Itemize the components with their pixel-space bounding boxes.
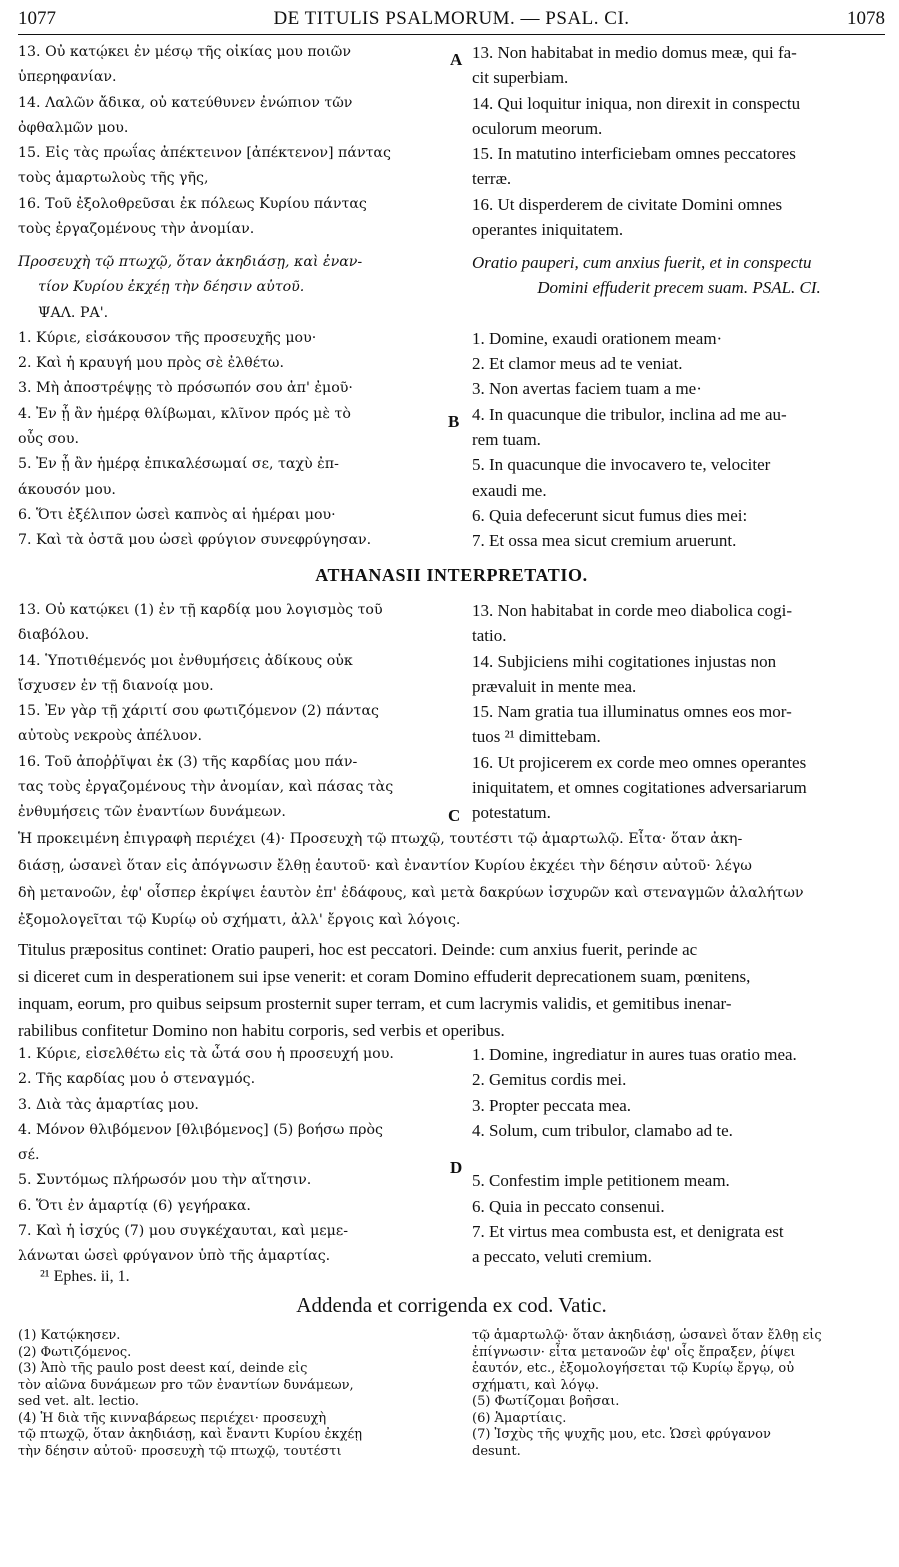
text-line: 4. Ἐν ᾗ ἂν ἡμέρᾳ θλίβωμαι, κλῖνον πρός μὲ τὸ <box>18 405 351 422</box>
note-line: σχήματι, καὶ λόγῳ. <box>472 1377 600 1393</box>
text-line: 2. Gemitus cordis mei. <box>472 1070 627 1090</box>
text-line: 13. Non habitabat in corde meo diabolica cogi- <box>472 601 793 620</box>
greek-column <box>18 598 463 826</box>
addenda-right-column <box>472 1328 886 1460</box>
text-line: 1. Κύριε, εἰσελθέτω εἰς τὰ ὦτά σου ἡ προσευχή μου. <box>18 1046 394 1062</box>
text-line: δὴ μετανοῶν, ἐφ' οἷσπερ ἐκρίψει ἑαυτὸν ἐπ' ἐδάφους, καὶ μετὰ δακρύων ἰσχυρῶν καὶ στεναγμῶν ἀλαλήτων <box>18 885 804 901</box>
note-line: (4) Ἡ διὰ τῆς κινναβάρεως περιέχει· προσευχὴ <box>18 1410 327 1426</box>
text-line: rem tuam. <box>472 430 541 450</box>
margin-letter-c: C <box>448 806 461 825</box>
text-line: 14. Λαλῶν ἄδικα, οὐ κατεύθυνεν ἐνώπιον τῶν <box>18 94 353 111</box>
note-line: τῷ ἁμαρτωλῷ· ὅταν ἀκηδιάσῃ, ὡσανεὶ ὅταν ἔλθῃ εἰς <box>472 1328 822 1343</box>
text-line: 16. Ut disperderem de civitate Domini omnes <box>472 194 783 214</box>
note-line: (3) Ἀπὸ τῆς paulo post deest καί, deinde εἰς <box>18 1361 308 1376</box>
text-line: 3. Propter peccata mea. <box>472 1095 632 1115</box>
text-line: λάνωται ὡσεὶ φρύγανον ὑπὸ τῆς ἁμαρτίας. <box>18 1248 331 1265</box>
text-line: ἐξομολογεῖται τῷ Κυρίῳ οὐ σχήματι, ἀλλ' ἔργοις καὶ λόγοις. <box>18 912 461 928</box>
text-line: 16. Ut projicerem ex corde meo omnes operantes <box>472 752 807 772</box>
text-line: τοὺς ἐργαζομένους τὴν ἀνομίαν. <box>18 221 255 238</box>
note-line: sed vet. alt. lectio. <box>18 1394 139 1409</box>
text-line: Ἡ προκειμένη ἐπιγραφὴ περιέχει (4)· Προσευχὴ τῷ πτωχῷ, τουτέστι τῷ ἁμαρτωλῷ. Εἶτα· ὅταν ἀκη- <box>18 831 743 847</box>
greek-column <box>18 40 463 242</box>
text-line: cit superbiam. <box>472 68 569 88</box>
text-line: 2. Καὶ ἡ κραυγή μου πρὸς σὲ ἐλθέτω. <box>18 355 285 372</box>
text-line: 5. Confestim imple petitionem meam. <box>472 1171 730 1191</box>
page-number-left: 1077 <box>18 8 56 29</box>
margin-letter-b: B <box>448 412 460 431</box>
text-line: 2. Τῆς καρδίας μου ὁ στεναγμός. <box>18 1071 256 1088</box>
text-line: 14. Qui loquitur iniqua, non direxit in conspectu <box>472 93 801 113</box>
text-line: αὐτοὺς νεκροὺς ἀπέλυον. <box>18 728 203 745</box>
note-line: (2) Φωτιζόμενος. <box>18 1344 132 1360</box>
psalm-101-title-and-verses <box>18 250 885 550</box>
text-line: ΨΑΛ. ΡΑ'. <box>38 304 109 321</box>
note-line: τῷ πτωχῷ, ὅταν ἀκηδιάσῃ, καὶ ἔναντι Κυρίου ἐκχέῃ <box>18 1427 362 1442</box>
text-line: Titulus præpositus continet: Oratio pauperi, hoc est peccatori. Deinde: cum anxius fuerit, perinde ac <box>18 940 698 959</box>
text-line: 3. Μὴ ἀποστρέψῃς τὸ πρόσωπόν σου ἀπ' ἐμοῦ· <box>18 380 353 397</box>
athanasius-interpretation <box>18 598 885 828</box>
commentary-greek <box>18 826 885 934</box>
text-line: potestatum. <box>472 803 551 823</box>
text-line: 5. In quacunque die invocavero te, velociter <box>472 455 771 475</box>
text-line: a peccato, veluti cremium. <box>472 1247 652 1267</box>
text-line: 5. Ἐν ᾗ ἂν ἡμέρᾳ ἐπικαλέσωμαί σε, ταχὺ ἐπ- <box>18 456 339 473</box>
greek-column <box>18 1042 463 1270</box>
note-line: ἐπίγνωσιν· εἶτα μετανοῶν ἐφ' οἷς ἔπραξεν, ῥίψει <box>472 1344 796 1360</box>
running-title: DE TITULIS PSALMORUM. — PSAL. CI. <box>273 8 630 29</box>
greek-column <box>18 250 463 554</box>
latin-column <box>472 250 886 554</box>
text-line: 6. Quia in peccato consenui. <box>472 1196 665 1216</box>
text-line: 4. Solum, cum tribulor, clamabo ad te. <box>472 1120 733 1140</box>
text-line <box>472 301 886 326</box>
text-line: si diceret cum in desperationem sui ipse venerit: et coram Domino effuderit deprecationem suam, pœnitens, <box>18 967 751 986</box>
text-line: 13. Non habitabat in medio domus meæ, qui fa- <box>472 43 797 62</box>
note-line: ἑαυτόν, etc., ἐξομολογήσεται τῷ Κυρίῳ ἔργῳ, οὐ <box>472 1361 795 1376</box>
text-line: rabilibus confitetur Domino non habitu corporis, sed verbis et operibus. <box>18 1021 505 1040</box>
note-line: (6) Ἁμαρτίαις. <box>472 1410 567 1426</box>
text-line: 14. Ὑποτιθέμενός μοι ἐνθυμήσεις ἀδίκους οὐκ <box>18 652 353 669</box>
text-line: 6. Ὅτι ἐξέλιπον ὡσεὶ καπνὸς αἱ ἡμέραι μου· <box>18 506 336 523</box>
text-line: 6. Ὅτι ἐν ἁμαρτίᾳ (6) γεγήρακα. <box>18 1197 251 1214</box>
text-line: 3. Non avertas faciem tuam a me· <box>472 379 702 399</box>
footnote: ²¹ Ephes. ii, 1. <box>40 1268 130 1285</box>
text-line: 2. Et clamor meus ad te veniat. <box>472 354 683 374</box>
text-line: 7. Καὶ τὰ ὀστᾶ μου ὡσεὶ φρύγιον συνεφρύγησαν. <box>18 532 372 549</box>
psalm-verses-13-16 <box>18 40 885 245</box>
note-line: τὴν δέησιν αὐτοῦ· προσευχὴ τῷ πτωχῷ, τουτέστι <box>18 1443 342 1459</box>
note-line: τὸν αἰῶνα δυνάμεων pro τῶν ἐναντίων δυνάμεων, <box>18 1377 354 1393</box>
text-line: άκουσόν μου. <box>18 481 116 498</box>
text-line: tuos ²¹ dimittebam. <box>472 727 601 747</box>
text-line: 1. Κύριε, εἰσάκουσον τῆς προσευχῆς μου· <box>18 329 317 346</box>
text-line: Domini effuderit precem suam. PSAL. CI. <box>537 278 821 298</box>
text-line: 1. Domine, ingrediatur in aures tuas oratio mea. <box>472 1045 797 1064</box>
text-line: 4. In quacunque die tribulor, inclina ad me au- <box>472 404 787 424</box>
text-line: 15. Εἰς τὰς πρωΐας ἀπέκτεινον [ἀπέκτενον] πάντας <box>18 145 391 162</box>
text-line: 6. Quia defecerunt sicut fumus dies mei: <box>472 505 748 525</box>
addenda-notes <box>18 1328 885 1498</box>
text-line: exaudi me. <box>472 480 547 500</box>
text-line: oculorum meorum. <box>472 118 603 138</box>
text-line: τοὺς ἁμαρτωλοὺς τῆς γῆς, <box>18 170 209 187</box>
text-line: 15. Nam gratia tua illuminatus omnes eos mor- <box>472 702 792 722</box>
text-line: σέ. <box>18 1147 40 1164</box>
margin-letter-d: D <box>450 1158 463 1177</box>
note-line: (5) Φωτίζομαι βοῆσαι. <box>472 1394 620 1409</box>
text-line: 7. Et virtus mea combusta est, et denigrata est <box>472 1222 784 1242</box>
text-line: 13. Οὐ κατῴκει (1) ἐν τῇ καρδίᾳ μου λογισμὸς τοῦ <box>18 602 383 618</box>
note-line: desunt. <box>472 1443 521 1459</box>
text-line: διάσῃ, ὡσανεὶ ὅταν εἰς ἀπόγνωσιν ἔλθῃ ἑαυτοῦ· καὶ ἐναντίον Κυρίου ἐκχέει τὴν δέησιν αὐτοῦ· λέγω <box>18 858 752 874</box>
note-line: (7) Ἰσχὺς τῆς ψυχῆς μου, etc. Ὡσεὶ φρύγανον <box>472 1427 771 1442</box>
text-line: ὑπερηφανίαν. <box>18 69 117 86</box>
text-line <box>472 1143 886 1168</box>
text-line: 14. Subjiciens mihi cogitationes injustas non <box>472 651 777 671</box>
text-line: 1. Domine, exaudi orationem meam· <box>472 328 723 348</box>
text-line: ἴσχυσεν ἐν τῇ διανοίᾳ μου. <box>18 677 214 694</box>
text-line: 3. Διὰ τὰς ἁμαρτίας μου. <box>18 1096 199 1113</box>
text-line: 13. Οὐ κατῴκει ἐν μέσῳ τῆς οἰκίας μου ποιῶν <box>18 44 351 60</box>
text-line: ὀφθαλμῶν μου. <box>18 119 129 136</box>
text-line: operantes iniquitatem. <box>472 220 624 240</box>
text-line: 7. Et ossa mea sicut cremium aruerunt. <box>472 531 737 551</box>
text-line: 15. Ἐν γὰρ τῇ χάριτί σου φωτιζόμενον (2) πάντας <box>18 703 379 720</box>
section-heading: ATHANASII INTERPRETATIO. <box>315 565 588 585</box>
latin-column <box>472 1042 886 1270</box>
text-line: tatio. <box>472 626 507 646</box>
text-line: 16. Τοῦ ἐξολοθρεῦσαι ἐκ πόλεως Κυρίου πάντας <box>18 195 367 212</box>
text-line: iniquitatem, et omnes cogitationes adversariarum <box>472 778 807 798</box>
latin-column <box>472 598 886 826</box>
text-line: Oratio pauperi, cum anxius fuerit, et in conspectu <box>472 253 812 272</box>
addenda-title: Addenda et corrigenda ex cod. Vatic. <box>296 1293 607 1317</box>
text-line: prævaluit in mente mea. <box>472 676 637 696</box>
page-number-right: 1078 <box>847 8 885 29</box>
header-rule <box>18 34 885 35</box>
text-line: διαβόλου. <box>18 627 90 644</box>
addenda-left-column <box>18 1328 463 1460</box>
text-line: 16. Τοῦ ἀποῤῥῖψαι ἐκ (3) τῆς καρδίας μου πάν- <box>18 753 358 770</box>
psalm-verses-1-7-second <box>18 1042 885 1272</box>
note-line: (1) Κατῴκησεν. <box>18 1328 121 1343</box>
text-line: Προσευχὴ τῷ πτωχῷ, ὅταν ἀκηδιάσῃ, καὶ ἐναν- <box>18 254 363 270</box>
text-line: τας τοὺς ἐργαζομένους τὴν ἀνομίαν, καὶ πάσας τὰς <box>18 779 394 796</box>
text-line: 7. Καὶ ἡ ἰσχύς (7) μου συγκέχαυται, καὶ μεμε- <box>18 1223 349 1240</box>
latin-column <box>472 40 886 242</box>
text-line: terræ. <box>472 169 512 189</box>
text-line: 5. Συντόμως πλήρωσόν μου τὴν αἴτησιν. <box>18 1172 312 1189</box>
text-line: τίον Κυρίου ἐκχέῃ τὴν δέησιν αὐτοῦ. <box>38 279 305 296</box>
commentary-latin <box>18 936 885 1044</box>
text-line: ἐνθυμήσεις τῶν ἐναντίων δυνάμεων. <box>18 804 286 821</box>
text-line: 15. In matutino interficiebam omnes peccatores <box>472 144 796 164</box>
text-line: inquam, eorum, pro quibus seipsum prosternit super terram, et cum lacrymis validis, et gemitibus inenar- <box>18 994 732 1013</box>
text-line: οὖς σου. <box>18 431 79 448</box>
text-line: 4. Μόνον θλιβόμενον [θλιβόμενος] (5) βοήσω πρὸς <box>18 1121 383 1138</box>
margin-letter-a: A <box>450 50 463 69</box>
